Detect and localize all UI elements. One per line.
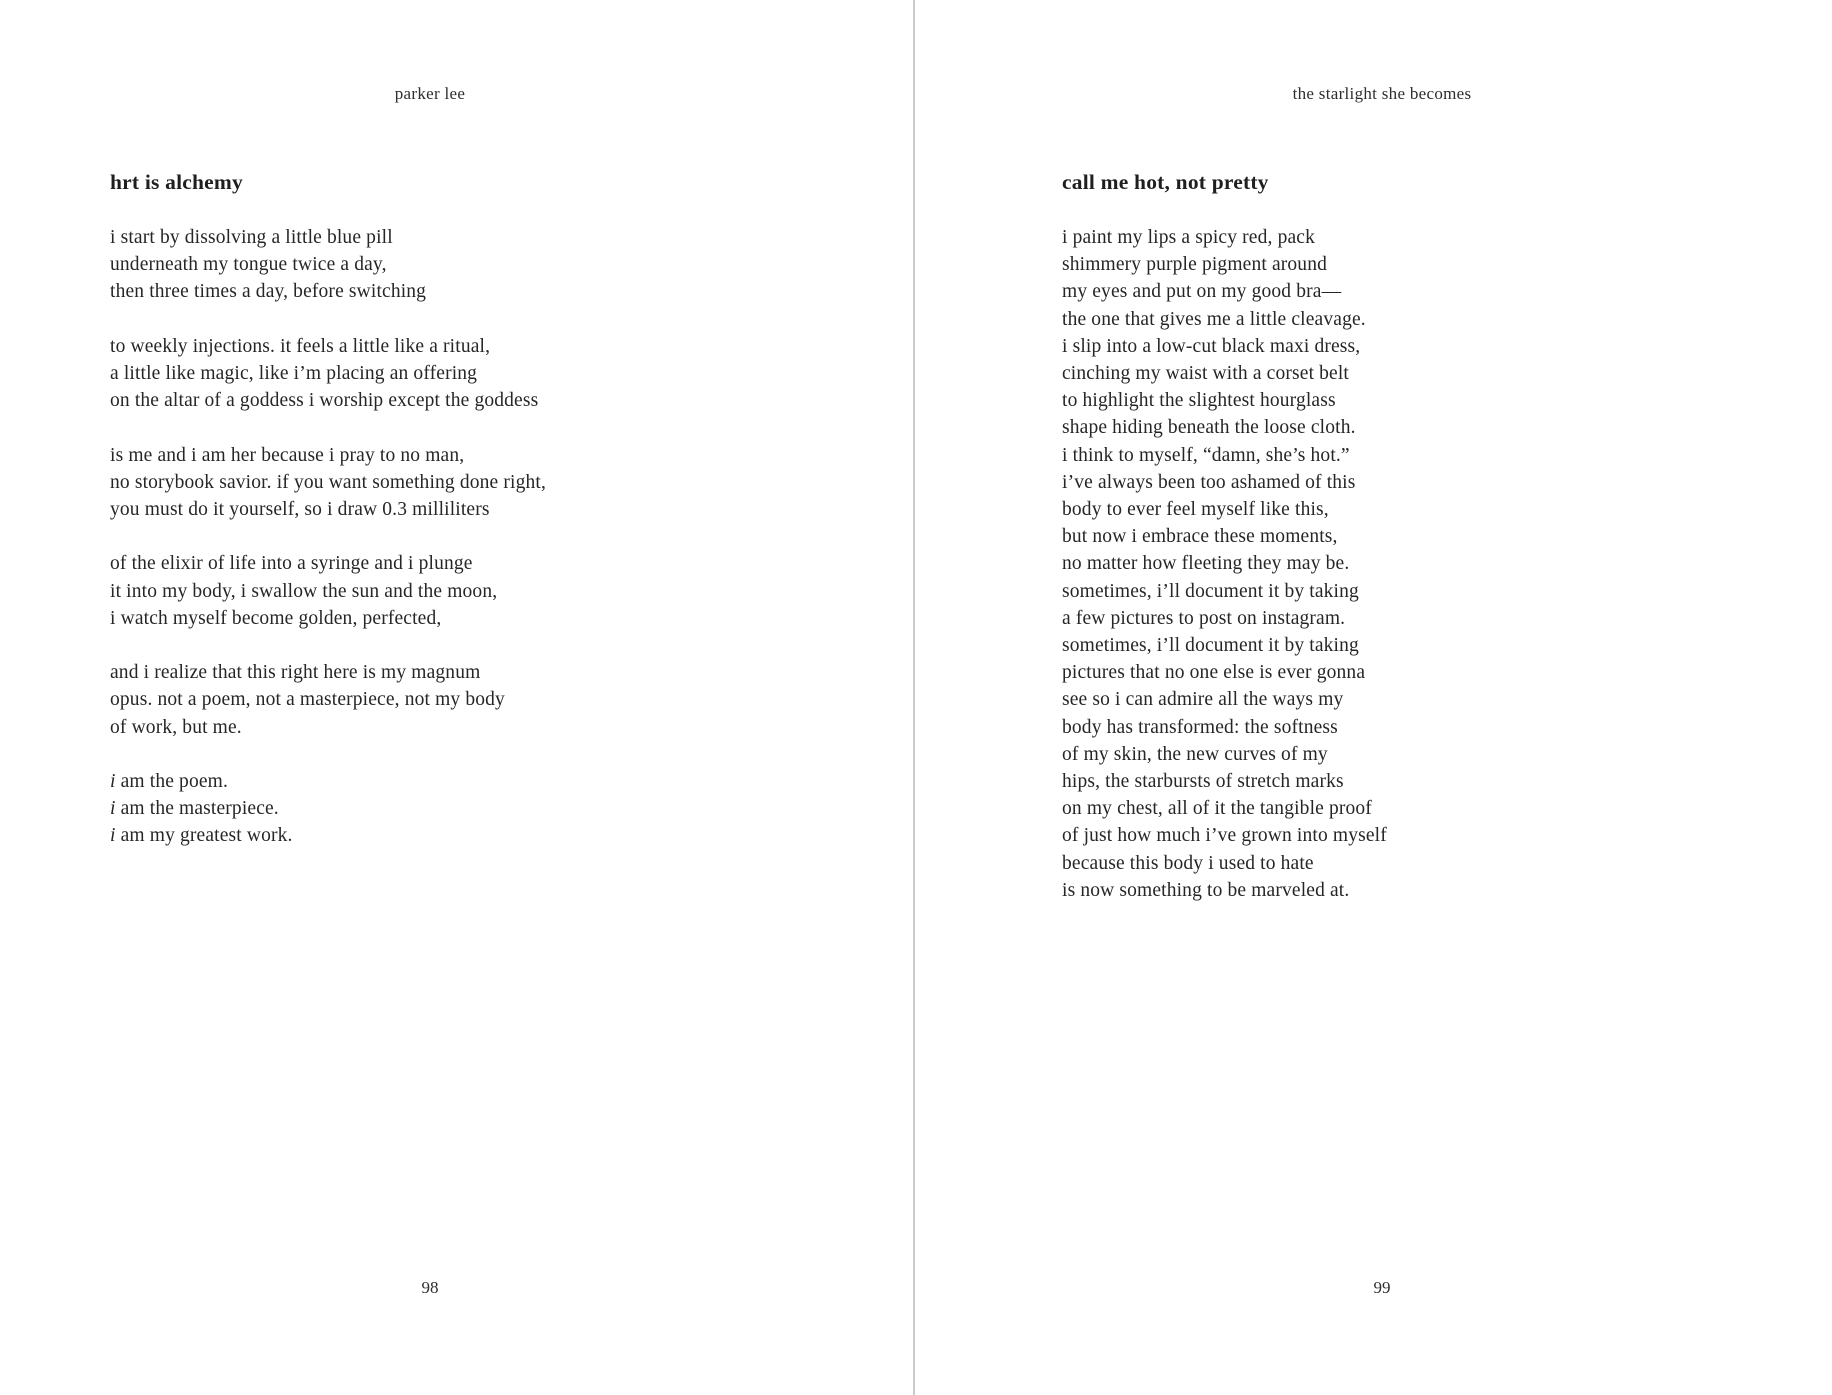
poem-body-left [110,224,850,850]
poem-line: of my skin, the new curves of my [1062,743,1328,765]
poem-line: of work, but me. [110,716,242,738]
poem-line: my eyes and put on my good bra— [1062,281,1342,303]
poem-line: then three times a day, before switching [110,281,427,303]
poem-body-right [1062,224,1782,904]
poem-line: i am the poem. [110,770,228,792]
poem-line: i am the masterpiece. [110,798,279,820]
poem-line: on my chest, all of it the tangible proof [1062,798,1372,820]
poem-line: the one that gives me a little cleavage. [1062,308,1366,330]
poem-line: of the elixir of life into a syringe and i plunge [110,553,473,575]
poem-stanza [110,333,850,415]
poem-line: see so i can admire all the ways my [1062,689,1344,711]
poem-line: is now something to be marveled at. [1062,879,1350,901]
poem-line: a little like magic, like i’m placing an offering [110,363,478,384]
poem-line: i paint my lips a spicy red, pack [1062,227,1315,248]
poem-title-right: call me hot, not pretty [1062,170,1269,194]
poem-line: because this body i used to hate [1062,852,1314,874]
poem-line: i start by dissolving a little blue pill [110,227,393,248]
poem-line: hips, the starbursts of stretch marks [1062,771,1344,793]
poem-line: shimmery purple pigment around [1062,254,1327,276]
poem-line: i slip into a low-cut black maxi dress, [1062,335,1361,357]
poem-line: body has transformed: the softness [1062,716,1338,738]
poem-line: body to ever feel myself like this, [1062,499,1329,521]
page-number-right: 99 [1373,1278,1391,1297]
poem-line: no matter how fleeting they may be. [1062,553,1350,575]
poem-line: is me and i am her because i pray to no man, [110,444,465,466]
poem-line: shape hiding beneath the loose cloth. [1062,417,1356,439]
poem-title-left: hrt is alchemy [110,170,243,194]
poem-line: of just how much i’ve grown into myself [1062,825,1387,847]
poem-line: sometimes, i’ll document it by taking [1062,580,1359,602]
poem-line: underneath my tongue twice a day, [110,254,387,276]
poem-line: i think to myself, “damn, she’s hot.” [1062,444,1350,466]
poem-line: sometimes, i’ll document it by taking [1062,635,1359,657]
poem-stanza [1062,224,1782,904]
left-page [0,0,913,1395]
poem-line: i am my greatest work. [110,825,293,847]
running-header-author: parker lee [394,84,466,103]
poem-line: i watch myself become golden, perfected, [110,607,442,629]
poem-line: no storybook savior. if you want something done right, [110,471,546,493]
poem-line: opus. not a poem, not a masterpiece, not my body [110,689,505,711]
poem-stanza [110,224,850,306]
poem-line: to highlight the slightest hourglass [1062,390,1336,412]
right-page [915,0,1832,1395]
poem-line: but now i embrace these moments, [1062,526,1338,548]
poem-stanza [110,659,850,741]
poem-line: pictures that no one else is ever gonna [1062,662,1366,684]
poem-line: i’ve always been too ashamed of this [1062,471,1356,493]
poem-line: a few pictures to post on instagram. [1062,607,1346,629]
poem-line: you must do it yourself, so i draw 0.3 milliliters [110,499,490,520]
running-header-book-title: the starlight she becomes [1292,84,1472,103]
page-number-left: 98 [421,1278,439,1297]
poem-line: it into my body, i swallow the sun and the moon, [110,580,498,602]
poem-stanza [110,442,850,524]
poem-line: on the altar of a goddess i worship except the goddess [110,390,539,412]
poem-stanza [110,550,850,632]
poem-line: and i realize that this right here is my magnum [110,662,481,684]
poem-line: to weekly injections. it feels a little like a ritual, [110,335,491,357]
poem-line: cinching my waist with a corset belt [1062,363,1349,385]
poem-stanza [110,768,850,850]
